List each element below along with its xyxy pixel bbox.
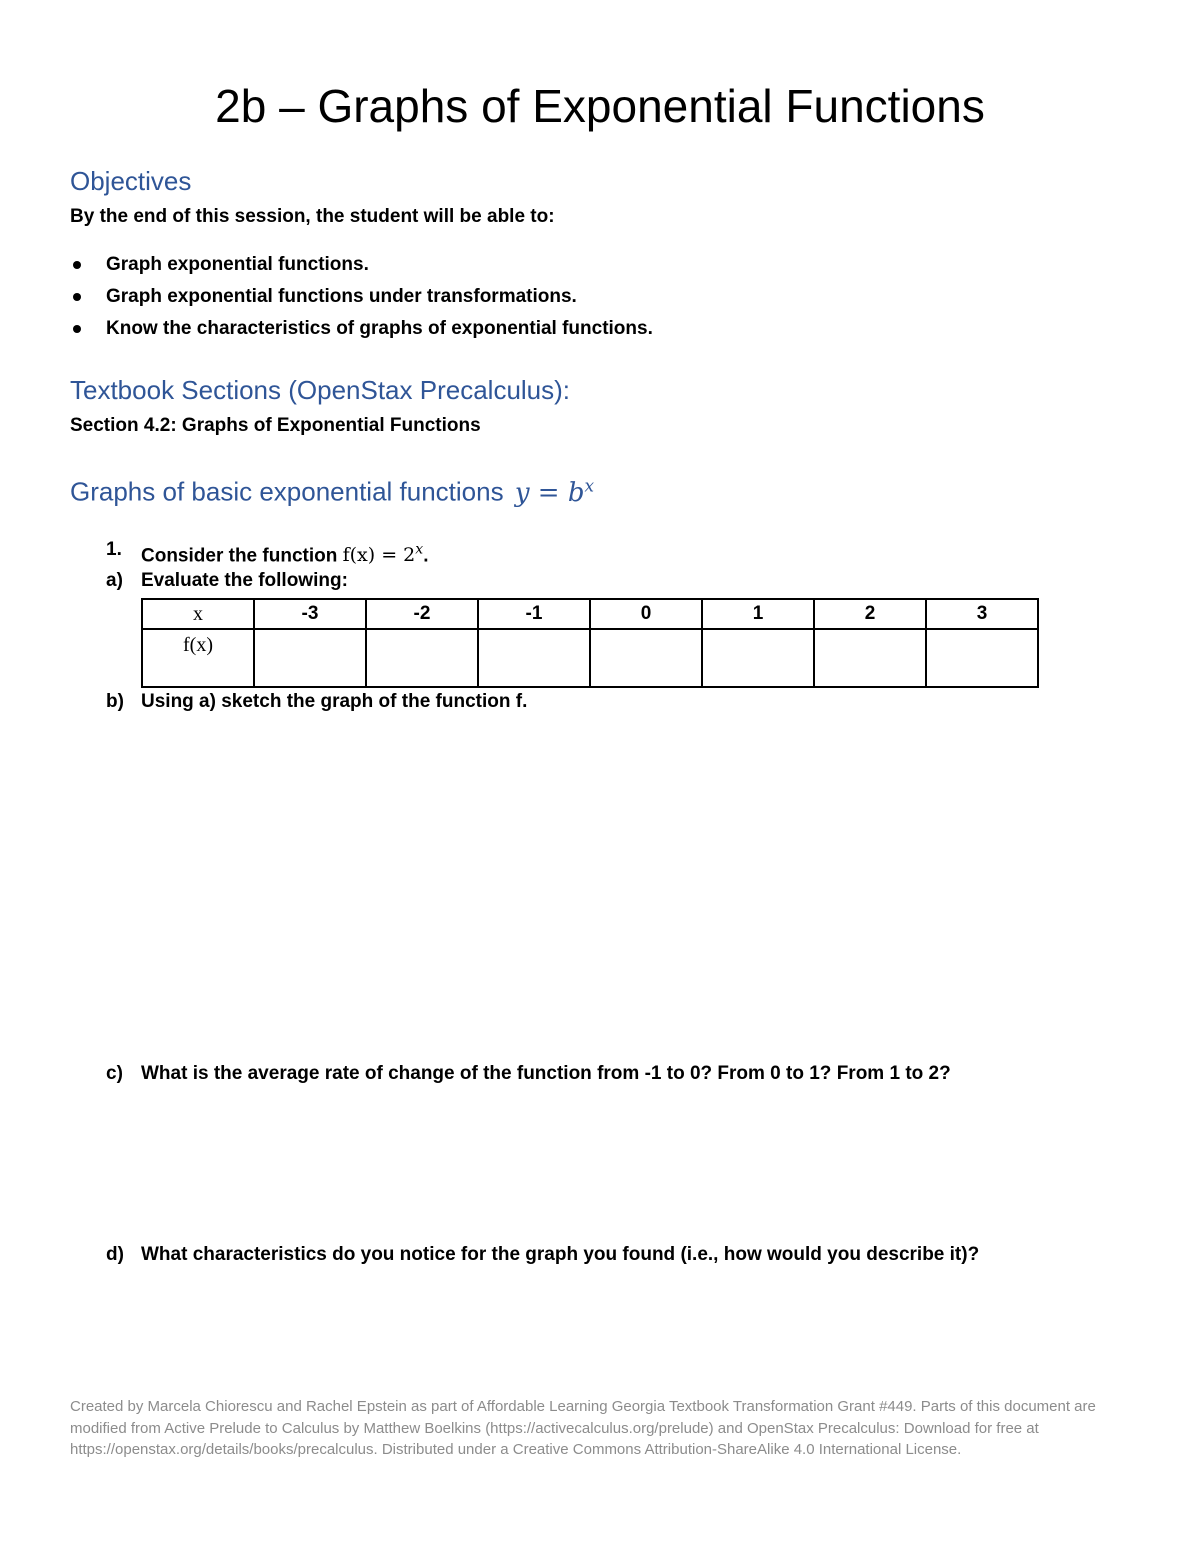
table-cell-x: 2 <box>814 599 926 629</box>
list-item: Graph exponential functions under transformations. <box>70 284 653 316</box>
evaluation-table <box>141 598 1039 688</box>
basic-heading-math: $y = b^x$ <box>514 476 595 508</box>
textbook-section: Section 4.2: Graphs of Exponential Functions <box>70 415 481 436</box>
textbook-heading: Textbook Sections (OpenStax Precalculus): <box>70 375 571 405</box>
part-d-text: What characteristics do you notice for the graph you found (i.e., how would you describe it)? <box>141 1244 980 1265</box>
objectives-heading: Objectives <box>70 166 192 196</box>
table-cell-x: -1 <box>478 599 590 629</box>
part-d-label: d) <box>106 1244 124 1265</box>
table-header-fx: f(x) <box>142 629 254 687</box>
table-cell-x: -3 <box>254 599 366 629</box>
objectives-intro: By the end of this session, the student will be able to: <box>70 206 555 227</box>
problem-1-statement: Consider the function $f(x) = 2^x$. <box>141 542 429 567</box>
answer-cell[interactable] <box>814 629 926 687</box>
table-header-x: x <box>142 599 254 629</box>
table-row-fx <box>142 629 1038 687</box>
part-a-text: Evaluate the following: <box>141 570 348 591</box>
table-cell-x: -2 <box>366 599 478 629</box>
answer-cell[interactable] <box>590 629 702 687</box>
part-b-text: Using a) sketch the graph of the function f. <box>141 691 528 712</box>
answer-cell[interactable] <box>478 629 590 687</box>
table-cell-x: 3 <box>926 599 1038 629</box>
part-c-text: What is the average rate of change of the function from -1 to 0? From 0 to 1? From 1 to 2? <box>141 1063 951 1084</box>
list-item: Graph exponential functions. <box>70 252 653 284</box>
answer-cell[interactable] <box>254 629 366 687</box>
part-a-label: a) <box>106 570 123 591</box>
answer-cell[interactable] <box>702 629 814 687</box>
table-cell-x: 0 <box>590 599 702 629</box>
footer-credits: Created by Marcela Chiorescu and Rachel Epstein as part of Affordable Learning Georgia Textbook Transformation Grant #449. Parts of this document are modified from Active Prelude to Calculus by Matthew Boelkins (https://activecalculus.org/prelude) and OpenStax Precalculus: Download for free at https://openstax.org/details/books/precalculus. Distributed under a Creative Commons Attribution-ShareAlike 4.0 International License. <box>70 1398 1096 1458</box>
part-b-label: b) <box>106 691 124 712</box>
part-c-label: c) <box>106 1063 123 1084</box>
list-item: Know the characteristics of graphs of exponential functions. <box>70 316 653 348</box>
basic-functions-heading <box>70 469 594 510</box>
table-row-x <box>142 599 1038 629</box>
problem-1-number: 1. <box>106 539 122 560</box>
basic-heading-text: Graphs of basic exponential functions <box>70 476 504 507</box>
problem-1-function: $f(x) = 2^x$ <box>342 542 424 567</box>
objectives-list <box>70 252 653 348</box>
table-cell-x: 1 <box>702 599 814 629</box>
answer-cell[interactable] <box>926 629 1038 687</box>
answer-cell[interactable] <box>366 629 478 687</box>
page-title: 2b – Graphs of Exponential Functions <box>215 80 985 132</box>
